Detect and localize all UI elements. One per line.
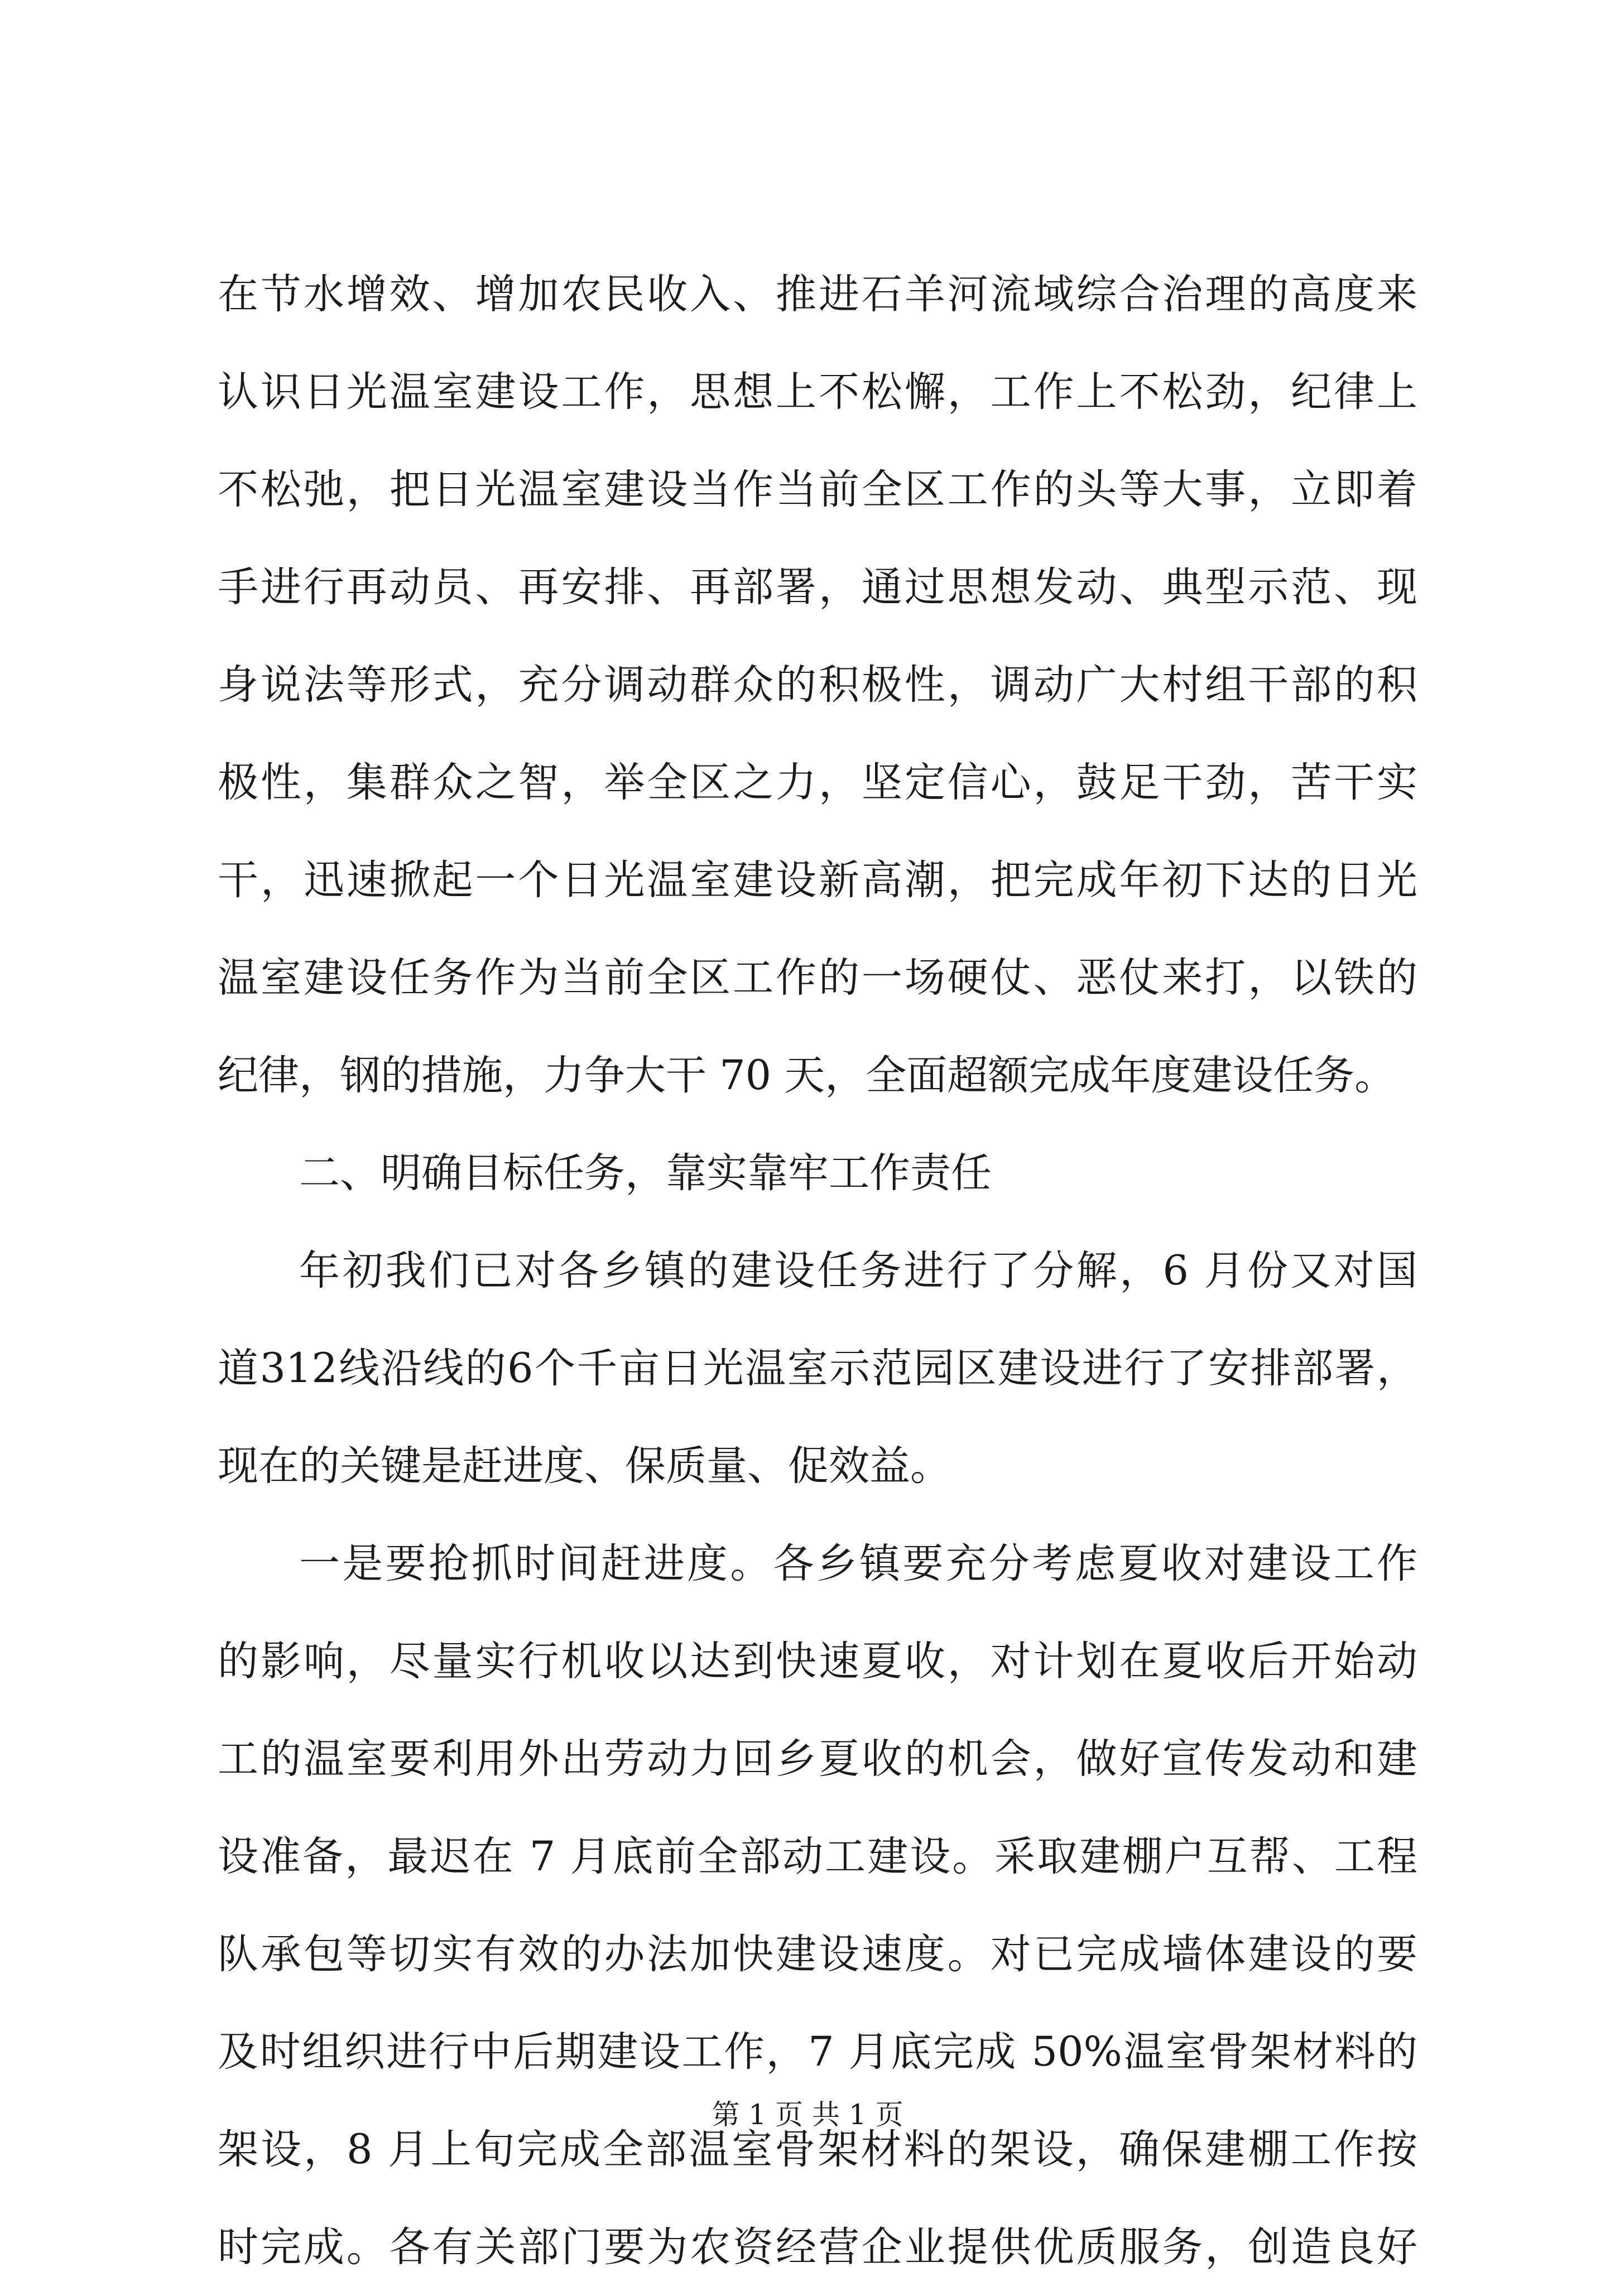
text-line: 极性，集群众之智，举全区之力，坚定信心，鼓足干劲，苦干实: [218, 759, 1417, 806]
text-line: 的影响，尽量实行机收以达到快速夏收，对计划在夏收后开始动: [218, 1638, 1417, 1685]
text-line: 纪律，钢的措施，力争大干 70 天，全面超额完成年度建设任务。: [218, 1052, 1396, 1099]
text-line: 在节水增效、增加农民收入、推进石羊河流域综合治理的高度来: [218, 271, 1417, 318]
page-number: 第 1 页 共 1 页: [712, 2098, 903, 2131]
text-line: 设准备，最迟在 7 月底前全部动工建设。采取建棚户互帮、工程: [218, 1833, 1417, 1880]
text-line: 干，迅速掀起一个日光温室建设新高潮，把完成年初下达的日光: [218, 856, 1417, 904]
text-line: 道312线沿线的6个千亩日光温室示范园区建设进行了安排部署，: [218, 1345, 1417, 1392]
text-line: 工的温室要利用外出劳动力回乡夏收的机会，做好宣传发动和建: [218, 1735, 1417, 1783]
section-heading: [218, 1124, 1417, 1222]
text-line: 及时组织进行中后期建设工作，7 月底完成 50%温室骨架材料的: [218, 2028, 1417, 2076]
text-line: 时完成。各有关部门要为农资经营企业提供优质服务，创造良好: [218, 2223, 1417, 2271]
document-body: [218, 246, 1417, 2296]
text-line: 身说法等形式，充分调动群众的积极性，调动广大村组干部的积: [218, 661, 1417, 709]
paragraph-2: [218, 1222, 1417, 1515]
page-footer: [0, 2098, 1615, 2131]
paragraph-1: [218, 246, 1417, 1124]
text-line: 手进行再动员、再安排、再部署，通过思想发动、典型示范、现: [218, 564, 1417, 611]
text-line: 认识日光温室建设工作，思想上不松懈，工作上不松劲，纪律上: [218, 368, 1417, 416]
heading-text: 二、明确目标任务，靠实靠牢工作责任: [299, 1149, 992, 1197]
text-line: 队承包等切实有效的办法加快建设速度。对已完成墙体建设的要: [218, 1931, 1417, 1978]
text-line: 不松弛，把日光温室建设当作当前全区工作的头等大事，立即着: [218, 466, 1417, 513]
paragraph-3: [218, 1515, 1417, 2296]
text-line: 现在的关键是赶进度、保质量、促效益。: [218, 1442, 951, 1490]
text-line: 温室建设任务作为当前全区工作的一场硬仗、恶仗来打，以铁的: [218, 954, 1417, 1002]
text-line: 年初我们已对各乡镇的建设任务进行了分解，6 月份又对国: [299, 1247, 1417, 1294]
text-line: 架设，8 月上旬完成全部温室骨架材料的架设，确保建棚工作按: [218, 2126, 1417, 2173]
text-line: 一是要抢抓时间赶进度。各乡镇要充分考虑夏收对建设工作: [299, 1540, 1417, 1587]
